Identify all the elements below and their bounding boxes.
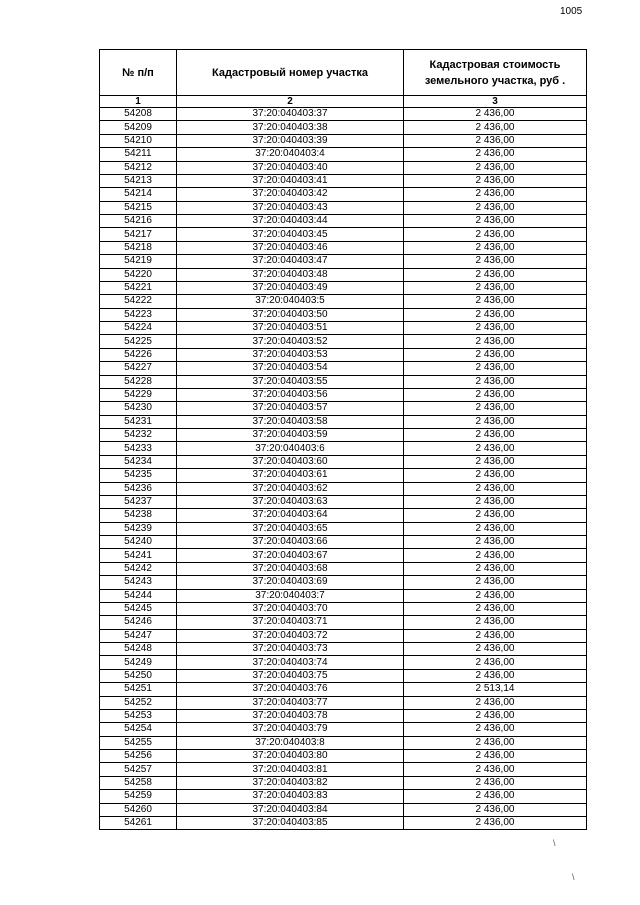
row-number-cell: 54213 [100, 174, 177, 187]
cadastral-value-cell: 2 436,00 [404, 509, 587, 522]
row-number-cell: 54214 [100, 188, 177, 201]
cadastral-number-cell: 37:20:040403:76 [177, 683, 404, 696]
row-number-cell: 54252 [100, 696, 177, 709]
cadastral-value-cell: 2 436,00 [404, 495, 587, 508]
cadastral-value-cell: 2 436,00 [404, 335, 587, 348]
scan-mark: \ [572, 872, 575, 882]
cadastral-value-cell: 2 436,00 [404, 750, 587, 763]
row-number-cell: 54240 [100, 536, 177, 549]
row-number-cell: 54234 [100, 455, 177, 468]
table-row [100, 522, 587, 535]
row-number-cell: 54225 [100, 335, 177, 348]
row-number-cell: 54227 [100, 362, 177, 375]
table-row [100, 509, 587, 522]
row-number-cell: 54231 [100, 415, 177, 428]
row-number-cell: 54261 [100, 816, 177, 829]
cadastral-number-cell: 37:20:040403:58 [177, 415, 404, 428]
table-row [100, 629, 587, 642]
table-row [100, 148, 587, 161]
cadastral-value-cell: 2 436,00 [404, 121, 587, 134]
row-number-cell: 54246 [100, 616, 177, 629]
row-number-cell: 54208 [100, 108, 177, 121]
row-number-cell: 54219 [100, 255, 177, 268]
cadastral-value-cell: 2 436,00 [404, 723, 587, 736]
table-row [100, 134, 587, 147]
column-number: 1 [100, 96, 177, 108]
cadastral-value-cell: 2 436,00 [404, 763, 587, 776]
header-cadastral-number: Кадастровый номер участка [177, 50, 404, 96]
cadastral-value-cell: 2 436,00 [404, 429, 587, 442]
cadastral-value-cell: 2 436,00 [404, 536, 587, 549]
row-number-cell: 54251 [100, 683, 177, 696]
table-row [100, 402, 587, 415]
cadastral-value-cell: 2 436,00 [404, 241, 587, 254]
table-row [100, 776, 587, 789]
table-row [100, 161, 587, 174]
table-row [100, 549, 587, 562]
table-row [100, 174, 587, 187]
row-number-cell: 54218 [100, 241, 177, 254]
row-number-cell: 54210 [100, 134, 177, 147]
cadastral-value-cell: 2 436,00 [404, 482, 587, 495]
cadastral-number-cell: 37:20:040403:42 [177, 188, 404, 201]
cadastral-value-cell: 2 513,14 [404, 683, 587, 696]
row-number-cell: 54211 [100, 148, 177, 161]
row-number-cell: 54259 [100, 790, 177, 803]
cadastral-number-cell: 37:20:040403:48 [177, 268, 404, 281]
cadastral-number-cell: 37:20:040403:70 [177, 602, 404, 615]
table-row [100, 429, 587, 442]
table-row [100, 589, 587, 602]
cadastral-number-cell: 37:20:040403:69 [177, 576, 404, 589]
row-number-cell: 54258 [100, 776, 177, 789]
cadastral-number-cell: 37:20:040403:38 [177, 121, 404, 134]
cadastral-value-cell: 2 436,00 [404, 442, 587, 455]
cadastral-number-cell: 37:20:040403:6 [177, 442, 404, 455]
table-row [100, 643, 587, 656]
cadastral-number-cell: 37:20:040403:73 [177, 643, 404, 656]
column-number-row [100, 96, 587, 108]
cadastral-number-cell: 37:20:040403:8 [177, 736, 404, 749]
cadastral-number-cell: 37:20:040403:7 [177, 589, 404, 602]
table-row [100, 281, 587, 294]
cadastral-value-cell: 2 436,00 [404, 148, 587, 161]
cadastral-value-cell: 2 436,00 [404, 161, 587, 174]
header-row-number: № п/п [100, 50, 177, 96]
cadastral-value-cell: 2 436,00 [404, 201, 587, 214]
cadastral-value-cell: 2 436,00 [404, 402, 587, 415]
cadastral-value-cell: 2 436,00 [404, 134, 587, 147]
cadastral-value-cell: 2 436,00 [404, 281, 587, 294]
cadastral-value-cell: 2 436,00 [404, 295, 587, 308]
row-number-cell: 54255 [100, 736, 177, 749]
cadastral-value-cell: 2 436,00 [404, 576, 587, 589]
cadastral-value-cell: 2 436,00 [404, 188, 587, 201]
row-number-cell: 54241 [100, 549, 177, 562]
table-row [100, 121, 587, 134]
table-row [100, 495, 587, 508]
table-row [100, 616, 587, 629]
row-number-cell: 54228 [100, 375, 177, 388]
cadastral-number-cell: 37:20:040403:53 [177, 348, 404, 361]
cadastral-number-cell: 37:20:040403:44 [177, 215, 404, 228]
table-row [100, 602, 587, 615]
row-number-cell: 54245 [100, 602, 177, 615]
table-row [100, 709, 587, 722]
cadastral-value-cell: 2 436,00 [404, 522, 587, 535]
cadastral-value-cell: 2 436,00 [404, 696, 587, 709]
cadastral-value-cell: 2 436,00 [404, 616, 587, 629]
table-row [100, 790, 587, 803]
cadastral-value-cell: 2 436,00 [404, 388, 587, 401]
cadastral-value-cell: 2 436,00 [404, 455, 587, 468]
cadastral-number-cell: 37:20:040403:54 [177, 362, 404, 375]
cadastral-value-cell: 2 436,00 [404, 268, 587, 281]
table-row [100, 576, 587, 589]
cadastral-value-cell: 2 436,00 [404, 255, 587, 268]
cadastral-number-cell: 37:20:040403:52 [177, 335, 404, 348]
table-row [100, 442, 587, 455]
row-number-cell: 54236 [100, 482, 177, 495]
cadastral-value-cell: 2 436,00 [404, 790, 587, 803]
cadastral-table [99, 49, 587, 830]
table-row [100, 469, 587, 482]
table-row [100, 562, 587, 575]
table-row [100, 683, 587, 696]
cadastral-number-cell: 37:20:040403:79 [177, 723, 404, 736]
table-row [100, 255, 587, 268]
table-row [100, 816, 587, 829]
cadastral-number-cell: 37:20:040403:77 [177, 696, 404, 709]
cadastral-value-cell: 2 436,00 [404, 643, 587, 656]
row-number-cell: 54233 [100, 442, 177, 455]
table-row [100, 656, 587, 669]
cadastral-number-cell: 37:20:040403:60 [177, 455, 404, 468]
table-row [100, 295, 587, 308]
cadastral-value-cell: 2 436,00 [404, 709, 587, 722]
table-row [100, 201, 587, 214]
cadastral-number-cell: 37:20:040403:66 [177, 536, 404, 549]
cadastral-value-cell: 2 436,00 [404, 215, 587, 228]
table-row [100, 348, 587, 361]
table-row [100, 696, 587, 709]
cadastral-value-cell: 2 436,00 [404, 348, 587, 361]
cadastral-value-cell: 2 436,00 [404, 656, 587, 669]
row-number-cell: 54239 [100, 522, 177, 535]
cadastral-number-cell: 37:20:040403:83 [177, 790, 404, 803]
row-number-cell: 54254 [100, 723, 177, 736]
column-number: 2 [177, 96, 404, 108]
table-row [100, 415, 587, 428]
cadastral-value-cell: 2 436,00 [404, 108, 587, 121]
row-number-cell: 54237 [100, 495, 177, 508]
table-row [100, 362, 587, 375]
table-row [100, 763, 587, 776]
row-number-cell: 54250 [100, 669, 177, 682]
table-row [100, 736, 587, 749]
row-number-cell: 54253 [100, 709, 177, 722]
cadastral-number-cell: 37:20:040403:50 [177, 308, 404, 321]
table-row [100, 308, 587, 321]
cadastral-value-cell: 2 436,00 [404, 549, 587, 562]
cadastral-value-cell: 2 436,00 [404, 469, 587, 482]
cadastral-number-cell: 37:20:040403:55 [177, 375, 404, 388]
cadastral-number-cell: 37:20:040403:72 [177, 629, 404, 642]
cadastral-value-cell: 2 436,00 [404, 174, 587, 187]
cadastral-value-cell: 2 436,00 [404, 589, 587, 602]
row-number-cell: 54220 [100, 268, 177, 281]
table-row [100, 669, 587, 682]
cadastral-number-cell: 37:20:040403:41 [177, 174, 404, 187]
cadastral-value-cell: 2 436,00 [404, 308, 587, 321]
table-row [100, 322, 587, 335]
row-number-cell: 54238 [100, 509, 177, 522]
row-number-cell: 54209 [100, 121, 177, 134]
cadastral-value-cell: 2 436,00 [404, 228, 587, 241]
table-header-row [100, 50, 587, 96]
row-number-cell: 54221 [100, 281, 177, 294]
cadastral-number-cell: 37:20:040403:43 [177, 201, 404, 214]
cadastral-number-cell: 37:20:040403:75 [177, 669, 404, 682]
table-row [100, 268, 587, 281]
table-row [100, 482, 587, 495]
cadastral-value-cell: 2 436,00 [404, 362, 587, 375]
row-number-cell: 54222 [100, 295, 177, 308]
cadastral-number-cell: 37:20:040403:80 [177, 750, 404, 763]
cadastral-number-cell: 37:20:040403:84 [177, 803, 404, 816]
row-number-cell: 54223 [100, 308, 177, 321]
row-number-cell: 54249 [100, 656, 177, 669]
cadastral-value-cell: 2 436,00 [404, 602, 587, 615]
row-number-cell: 54230 [100, 402, 177, 415]
cadastral-number-cell: 37:20:040403:82 [177, 776, 404, 789]
table-row [100, 188, 587, 201]
row-number-cell: 54217 [100, 228, 177, 241]
table-row [100, 375, 587, 388]
cadastral-value-cell: 2 436,00 [404, 415, 587, 428]
column-number: 3 [404, 96, 587, 108]
row-number-cell: 54235 [100, 469, 177, 482]
cadastral-value-cell: 2 436,00 [404, 736, 587, 749]
scan-mark: \ [553, 838, 556, 848]
row-number-cell: 54243 [100, 576, 177, 589]
cadastral-value-cell: 2 436,00 [404, 669, 587, 682]
table-row [100, 536, 587, 549]
cadastral-value-cell: 2 436,00 [404, 562, 587, 575]
cadastral-number-cell: 37:20:040403:63 [177, 495, 404, 508]
table-row [100, 750, 587, 763]
cadastral-number-cell: 37:20:040403:65 [177, 522, 404, 535]
row-number-cell: 54232 [100, 429, 177, 442]
table-row [100, 241, 587, 254]
table-row [100, 723, 587, 736]
page-number: 1005 [560, 6, 583, 17]
cadastral-value-cell: 2 436,00 [404, 375, 587, 388]
row-number-cell: 54247 [100, 629, 177, 642]
row-number-cell: 54257 [100, 763, 177, 776]
cadastral-number-cell: 37:20:040403:49 [177, 281, 404, 294]
row-number-cell: 54260 [100, 803, 177, 816]
cadastral-number-cell: 37:20:040403:64 [177, 509, 404, 522]
header-cadastral-value: Кадастровая стоимость земельного участка, руб . [404, 50, 587, 96]
cadastral-value-cell: 2 436,00 [404, 322, 587, 335]
cadastral-number-cell: 37:20:040403:57 [177, 402, 404, 415]
cadastral-number-cell: 37:20:040403:68 [177, 562, 404, 575]
cadastral-number-cell: 37:20:040403:46 [177, 241, 404, 254]
cadastral-number-cell: 37:20:040403:4 [177, 148, 404, 161]
cadastral-number-cell: 37:20:040403:61 [177, 469, 404, 482]
row-number-cell: 54248 [100, 643, 177, 656]
cadastral-number-cell: 37:20:040403:78 [177, 709, 404, 722]
cadastral-number-cell: 37:20:040403:56 [177, 388, 404, 401]
row-number-cell: 54212 [100, 161, 177, 174]
cadastral-value-cell: 2 436,00 [404, 776, 587, 789]
cadastral-number-cell: 37:20:040403:37 [177, 108, 404, 121]
cadastral-number-cell: 37:20:040403:40 [177, 161, 404, 174]
cadastral-number-cell: 37:20:040403:81 [177, 763, 404, 776]
table-row [100, 455, 587, 468]
cadastral-number-cell: 37:20:040403:45 [177, 228, 404, 241]
table-row [100, 335, 587, 348]
row-number-cell: 54224 [100, 322, 177, 335]
cadastral-number-cell: 37:20:040403:39 [177, 134, 404, 147]
cadastral-value-cell: 2 436,00 [404, 629, 587, 642]
cadastral-number-cell: 37:20:040403:74 [177, 656, 404, 669]
cadastral-value-cell: 2 436,00 [404, 816, 587, 829]
cadastral-number-cell: 37:20:040403:47 [177, 255, 404, 268]
cadastral-value-cell: 2 436,00 [404, 803, 587, 816]
row-number-cell: 54229 [100, 388, 177, 401]
table-row [100, 108, 587, 121]
table-row [100, 228, 587, 241]
row-number-cell: 54215 [100, 201, 177, 214]
table-row [100, 803, 587, 816]
cadastral-number-cell: 37:20:040403:5 [177, 295, 404, 308]
row-number-cell: 54242 [100, 562, 177, 575]
row-number-cell: 54244 [100, 589, 177, 602]
row-number-cell: 54256 [100, 750, 177, 763]
cadastral-number-cell: 37:20:040403:59 [177, 429, 404, 442]
row-number-cell: 54226 [100, 348, 177, 361]
cadastral-number-cell: 37:20:040403:85 [177, 816, 404, 829]
table-row [100, 388, 587, 401]
row-number-cell: 54216 [100, 215, 177, 228]
cadastral-number-cell: 37:20:040403:62 [177, 482, 404, 495]
cadastral-number-cell: 37:20:040403:67 [177, 549, 404, 562]
table-body [100, 108, 587, 830]
cadastral-number-cell: 37:20:040403:51 [177, 322, 404, 335]
table-row [100, 215, 587, 228]
cadastral-number-cell: 37:20:040403:71 [177, 616, 404, 629]
